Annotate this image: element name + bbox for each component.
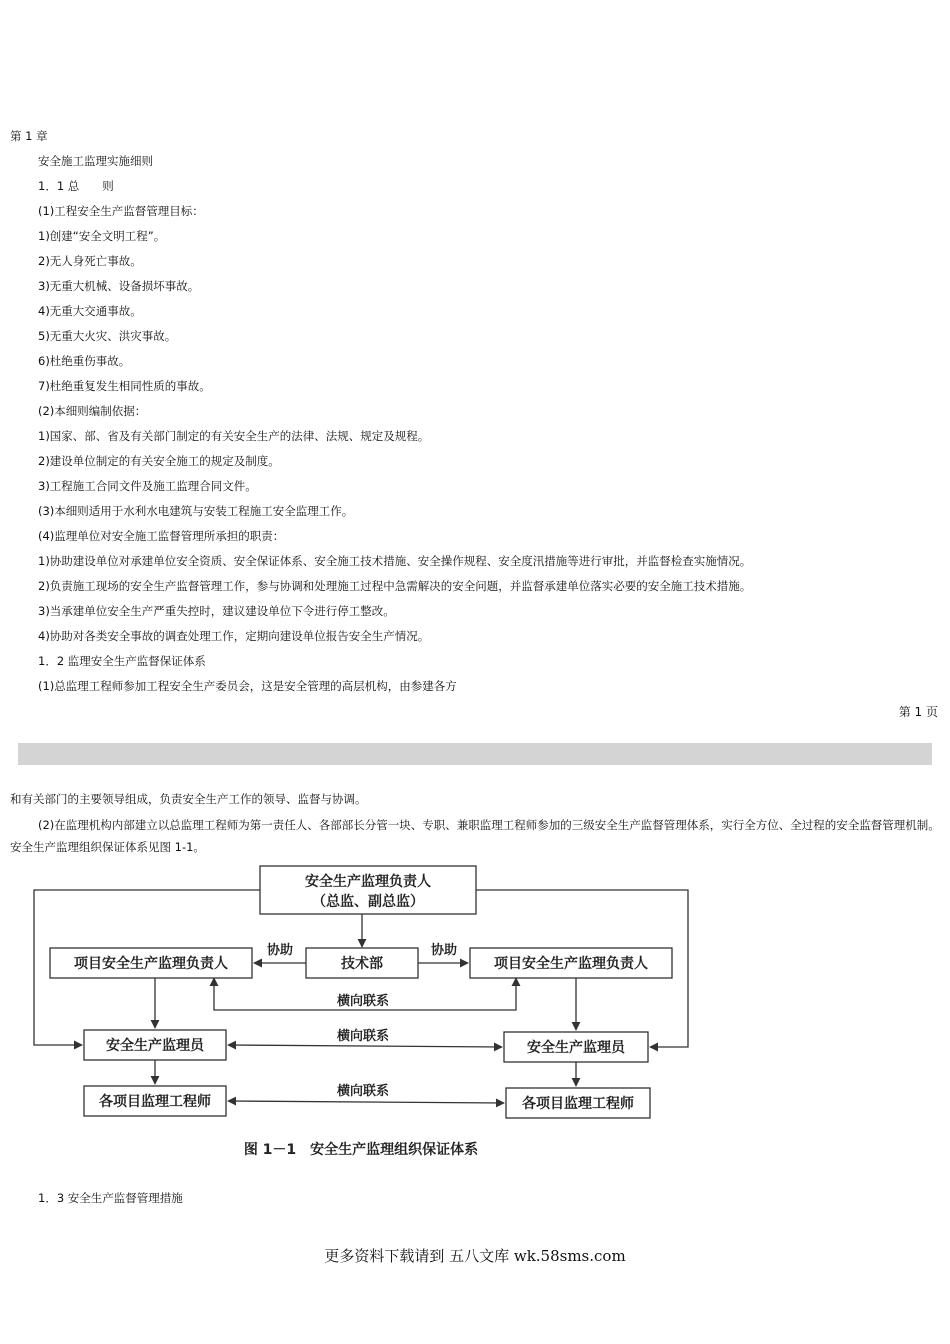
text-line: (3)本细则适用于水利水电建筑与安装工程施工安全监理工作。: [38, 504, 354, 518]
page-separator: [18, 743, 932, 765]
section-heading: 1．2 监理安全生产监督保证体系: [38, 654, 206, 668]
right-lead-label: 项目安全生产监理负责人: [494, 956, 648, 972]
org-structure-diagram: [30, 862, 694, 1162]
chapter-heading: 第 1 章: [10, 129, 48, 143]
lateral-link-officers: [228, 1045, 502, 1047]
text-line: 3)无重大机械、设备损坏事故。: [38, 279, 200, 293]
text-line: 2)负责施工现场的安全生产监督管理工作，参与协调和处理施工过程中急需解决的安全问题，并监督承建单位落实必要的安全施工技术措施。: [38, 579, 752, 593]
section-heading: 1．1 总 则: [38, 179, 114, 193]
lateral-label-3: 横向联系: [336, 1084, 390, 1099]
text-line: 1)国家、部、省及有关部门制定的有关安全生产的法律、法规、规定及规程。: [38, 429, 430, 443]
paragraph: (2)在监理机构内部建立以总监理工程师为第一责任人、各部部长分管一块、专职、兼职监理工程师参加的三级安全生产监督管理体系，实行全方位、全过程的安全监督管理机制。安全生产监理组织保证体系见图 1-1。: [10, 818, 940, 854]
lateral-label-2: 横向联系: [336, 1029, 390, 1044]
left-officer-label: 安全生产监理员: [106, 1038, 204, 1054]
figure-caption: 图 1－1 安全生产监理组织保证体系: [243, 1142, 479, 1158]
right-officer-label: 安全生产监理员: [527, 1040, 625, 1056]
tech-dept-label: 技术部: [341, 956, 383, 972]
lateral-link-engineers: [228, 1101, 504, 1103]
assist-left-label: 协助: [266, 943, 294, 958]
top-box-subtitle: （总监、副总监）: [312, 894, 424, 910]
text-line: (4)监理单位对安全施工监督管理所承担的职责：: [38, 529, 285, 543]
text-line: 4)协助对各类安全事故的调查处理工作，定期向建设单位报告安全生产情况。: [38, 629, 430, 643]
text-line: 3)当承建单位安全生产严重失控时，建议建设单位下令进行停工整改。: [38, 604, 395, 618]
text-line: (2)本细则编制依据：: [38, 404, 147, 418]
text-line: 4)无重大交通事故。: [38, 304, 142, 318]
left-engineer-label: 各项目监理工程师: [99, 1094, 211, 1110]
top-box-title: 安全生产监理负责人: [305, 874, 431, 890]
right-engineer-label: 各项目监理工程师: [522, 1096, 634, 1112]
text-line: 2)建设单位制定的有关安全施工的规定及制度。: [38, 454, 280, 468]
text-line: 7)杜绝重复发生相同性质的事故。: [38, 379, 211, 393]
document-title: 安全施工监理实施细则: [38, 154, 153, 168]
text-line: 1)创建“安全文明工程”。: [38, 229, 166, 243]
text-line: 3)工程施工合同文件及施工监理合同文件。: [38, 479, 257, 493]
text-line: 1)协助建设单位对承建单位安全资质、安全保证体系、安全施工技术措施、安全操作规程、安全度汛措施等进行审批，并监督检查实施情况。: [38, 554, 752, 568]
left-lead-label: 项目安全生产监理负责人: [74, 956, 228, 972]
page-number: 第 1 页: [898, 705, 938, 719]
assist-right-label: 协助: [430, 943, 458, 958]
text-line: 6)杜绝重伤事故。: [38, 354, 131, 368]
paragraph-continuation: 和有关部门的主要领导组成，负责安全生产工作的领导、监督与协调。: [10, 792, 367, 806]
footer-watermark: 更多资料下载请到 五八文库 wk.58sms.com: [324, 1247, 626, 1265]
text-line: 2)无人身死亡事故。: [38, 254, 142, 268]
text-line: (1)总监理工程师参加工程安全生产委员会，这是安全管理的高层机构，由参建各方: [38, 679, 457, 693]
text-line: (1)工程安全生产监督管理目标：: [38, 204, 204, 218]
section-heading: 1．3 安全生产监督管理措施: [38, 1191, 183, 1205]
lateral-label-1: 横向联系: [336, 994, 390, 1009]
text-line: 5)无重大火灾、洪灾事故。: [38, 329, 177, 343]
